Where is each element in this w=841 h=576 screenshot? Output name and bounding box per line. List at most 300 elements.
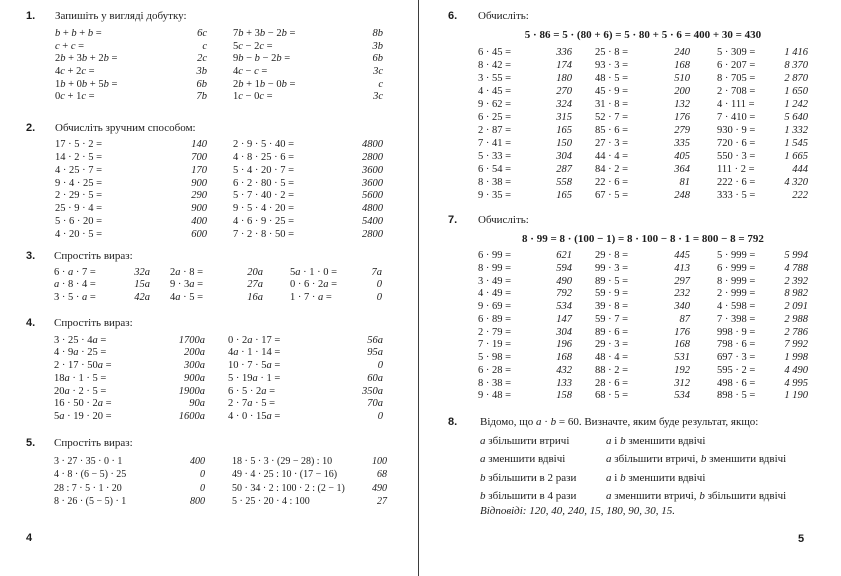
exercise-item [595, 150, 690, 163]
answer: 1 998 [784, 352, 808, 363]
exercise-item [717, 327, 808, 340]
answer: 413 [674, 262, 690, 274]
expression: 5 · 6 · 20 = [55, 216, 103, 228]
answer: 350a [362, 385, 383, 397]
exercise-item [717, 263, 808, 276]
answer: 0 [377, 360, 383, 372]
exercise-title: Спростіть вираз: [54, 317, 133, 329]
answer: 200 [674, 85, 690, 97]
exercise-item [595, 189, 690, 202]
expression: 7 · 19 = [478, 339, 512, 351]
answer: 2 786 [784, 326, 808, 338]
expression: 59 · 9 = [595, 288, 629, 300]
expression: 59 · 7 = [595, 313, 629, 325]
answer: 490 [556, 275, 572, 287]
exercise-column [54, 455, 205, 508]
exercise-column [290, 267, 382, 305]
expression: 89 · 6 = [595, 326, 629, 338]
exercise-item [595, 46, 690, 59]
expression: 89 · 5 = [595, 275, 629, 287]
option-right: a зменшити втричі, b збільшити вдвічі [606, 489, 787, 502]
option-left: a зменшити вдвічі [480, 453, 566, 466]
option-right: a збільшити втричі, b зменшити вдвічі [606, 453, 787, 466]
exercise-item [54, 373, 205, 386]
expression: 550 · 3 = [717, 150, 756, 162]
exercise-item [55, 139, 207, 152]
expression: 7 · 398 = [717, 313, 756, 325]
expression: 4 · 8 · 25 · 6 = [233, 151, 295, 163]
page-number-right: 5 [798, 533, 805, 545]
answer: 1900a [178, 385, 205, 397]
answer: 248 [674, 189, 690, 201]
exercise-title: Обчисліть: [478, 10, 529, 22]
answer: 27a [247, 279, 263, 291]
exercise-item [170, 279, 263, 292]
exercise-item [717, 124, 808, 137]
expression: 85 · 6 = [595, 124, 629, 136]
exercise-item [478, 263, 572, 276]
exercise-item [595, 85, 690, 98]
answer: 304 [556, 326, 572, 338]
answer: 336 [556, 46, 572, 58]
exercise-item [480, 489, 787, 503]
expression: 8 · 705 = [717, 72, 756, 84]
exercise-item [595, 163, 690, 176]
page-right [419, 0, 841, 576]
exercise-item [54, 495, 205, 508]
exercise-item [717, 72, 808, 85]
exercise-item [717, 352, 808, 365]
expression: 6 · 5 · 2a = [228, 385, 276, 397]
answer: 400 [190, 456, 205, 467]
exercise-column [478, 250, 572, 403]
expression: 52 · 7 = [595, 111, 629, 123]
expression: 5c − 2c = [233, 40, 273, 52]
answer: 4 995 [784, 377, 808, 389]
answer: 8b [372, 28, 383, 39]
expression: 8 · 38 = [478, 176, 512, 188]
expression: 49 · 4 · 25 : 10 · (17 − 16) [232, 469, 338, 481]
answer: 200a [184, 347, 205, 359]
expression: 0 · 6 · 2a = [290, 279, 338, 291]
expression: 2 · 999 = [717, 288, 756, 300]
expression: 4 · 25 · 7 = [55, 164, 103, 176]
answer: 3c [373, 66, 383, 78]
exercise-item [717, 85, 808, 98]
answer: 150 [556, 137, 572, 149]
answer: 1700a [178, 334, 205, 346]
exercise-column [717, 250, 808, 403]
answer: 6b [196, 78, 207, 90]
expression: 6 · 2 · 80 · 5 = [233, 177, 295, 189]
expression: 29 · 8 = [595, 250, 629, 261]
exercise-item [478, 124, 572, 137]
expression: 2b + 1b − 0b = [233, 78, 296, 90]
exercise-item [233, 53, 383, 66]
answer: 900a [184, 372, 205, 384]
expression: 18 · 5 · 3 · (29 − 28) : 10 [232, 456, 333, 467]
answer: c [202, 40, 207, 52]
expression: 2b + 3b + 2b = [55, 53, 118, 65]
exercise-item [54, 267, 150, 280]
exercise-column [55, 28, 207, 104]
answer: 2 392 [784, 275, 808, 287]
answer: 1 545 [784, 137, 808, 149]
expression: 2 · 87 = [478, 124, 512, 136]
expression: 5 · 309 = [717, 46, 756, 58]
expression: 39 · 8 = [595, 301, 629, 312]
exercise-item [595, 314, 690, 327]
answer: 170 [191, 164, 207, 176]
exercise-item [478, 314, 572, 327]
exercise-number: 5. [26, 437, 36, 449]
expression: 3 · 55 = [478, 72, 512, 84]
exercise-item [717, 176, 808, 189]
exercise-title: Обчисліть зручним способом: [55, 122, 196, 134]
answers: Відповіді: 120, 40, 240, 15, 180, 90, 30, 15. [480, 505, 675, 517]
exercise-item [717, 250, 808, 263]
exercise-column [55, 139, 207, 242]
answer: 232 [674, 288, 690, 300]
exercise-item [228, 335, 383, 348]
expression: 5 · 4 · 20 · 7 = [233, 164, 295, 176]
exercise-item [717, 111, 808, 124]
expression: 9 · 4 · 25 = [55, 177, 103, 189]
exercise-item [595, 352, 690, 365]
answer: 87 [679, 313, 690, 325]
expression: 2 · 7a · 5 = [228, 398, 276, 410]
exercise-item [55, 190, 207, 203]
option-right: a і b зменшити вдвічі [606, 471, 706, 484]
expression: 6 · a · 7 = [54, 266, 96, 278]
exercise-title: Відомо, що a · b = 60. Визначте, яким буде результат, якщо: [480, 416, 759, 428]
exercise-column [54, 335, 205, 425]
expression: 697 · 3 = [717, 352, 756, 363]
expression: 111 · 2 = [717, 163, 755, 175]
exercise-item [595, 176, 690, 189]
answer: 5 640 [784, 111, 808, 123]
expression: 2 · 9 · 5 · 40 = [233, 139, 295, 150]
exercise-item [595, 390, 690, 403]
answer: 95a [367, 347, 383, 359]
answer: 140 [191, 139, 207, 150]
exercise-number: 7. [448, 214, 458, 226]
exercise-item [55, 216, 207, 229]
exercise-item [54, 398, 205, 411]
answer: 6b [372, 53, 383, 65]
answer: 240 [674, 46, 690, 58]
expression: 2 · 29 · 5 = [55, 190, 103, 202]
exercise-item [232, 482, 387, 495]
answer: 594 [556, 262, 572, 274]
exercise-item [54, 360, 205, 373]
exercise-item [233, 152, 383, 165]
expression: 6 · 28 = [478, 364, 512, 376]
expression: 22 · 6 = [595, 176, 629, 188]
answer: 4 490 [784, 364, 808, 376]
expression: 5 · 999 = [717, 250, 756, 261]
answer: 0 [200, 469, 205, 481]
expression: 6 · 99 = [478, 250, 512, 261]
exercise-item [717, 314, 808, 327]
exercise-item [233, 216, 383, 229]
answer: 324 [556, 98, 572, 110]
expression: 5 · 98 = [478, 352, 512, 363]
expression: 5a · 1 · 0 = [290, 266, 338, 278]
answer: 3600 [362, 164, 383, 176]
exercise-item [717, 378, 808, 391]
exercise-item [595, 137, 690, 150]
answer: 300a [184, 360, 205, 372]
answer: 2 988 [784, 313, 808, 325]
expression: 16 · 50 · 2a = [54, 398, 112, 410]
expression: 1 · 7 · a = [290, 291, 332, 303]
answer: 165 [556, 189, 572, 201]
page-left [0, 0, 418, 576]
exercise-item [478, 59, 572, 72]
exercise-item [55, 66, 207, 79]
exercise-item [55, 28, 207, 41]
expression: 2 · 708 = [717, 85, 756, 97]
answer: 5600 [362, 190, 383, 202]
exercise-item [478, 189, 572, 202]
expression: 9 · 3a = [170, 279, 204, 291]
exercise-item [595, 124, 690, 137]
answer: 335 [674, 137, 690, 149]
expression: 7b + 3b − 2b = [233, 28, 296, 39]
exercise-column [233, 28, 383, 104]
option-right: a і b зменшити вдвічі [606, 435, 706, 447]
expression: 595 · 2 = [717, 364, 756, 376]
exercise-item [290, 292, 382, 305]
exercise-item [595, 327, 690, 340]
expression: 4 · 8 · (6 − 5) · 25 [54, 469, 127, 481]
exercise-item [233, 139, 383, 152]
exercise-item [54, 279, 150, 292]
exercise-item [228, 373, 383, 386]
expression: 27 · 3 = [595, 137, 629, 149]
answer: 792 [556, 288, 572, 300]
exercise-item [233, 190, 383, 203]
answer: 42a [134, 291, 150, 303]
answer: 5400 [362, 216, 383, 228]
answer: 70a [367, 398, 383, 410]
answer: 279 [674, 124, 690, 136]
exercise-item [478, 339, 572, 352]
answer: 4 320 [784, 176, 808, 188]
expression: 0c + 1c = [55, 91, 95, 103]
exercise-item [170, 292, 263, 305]
expression: 4 · 45 = [478, 85, 512, 97]
exercise-item [54, 386, 205, 399]
exercise-title: Спростіть вираз: [54, 437, 133, 449]
answer: 20a [247, 266, 263, 278]
expression: 29 · 3 = [595, 339, 629, 351]
exercise-item [54, 335, 205, 348]
exercise-item [478, 276, 572, 289]
expression: c + c = [55, 40, 85, 52]
exercise-item [228, 360, 383, 373]
answer: 445 [674, 250, 690, 261]
expression: 9b − b − 2b = [233, 53, 291, 65]
expression: 6 · 89 = [478, 313, 512, 325]
exercise-item [717, 59, 808, 72]
exercise-item [717, 365, 808, 378]
answer: 60a [367, 372, 383, 384]
worked-example: 8 · 99 = 8 · (100 − 1) = 8 · 100 − 8 · 1 = 800 − 8 = 792 [522, 233, 764, 245]
expression: 6 · 54 = [478, 163, 512, 175]
answer: 1 416 [784, 46, 808, 58]
exercise-item [55, 41, 207, 54]
expression: 4c + 2c = [55, 66, 95, 78]
answer: 56a [367, 334, 383, 346]
expression: 8 · 999 = [717, 275, 756, 287]
exercise-item [717, 98, 808, 111]
exercise-item [290, 279, 382, 292]
answer: 8 370 [784, 59, 808, 71]
expression: 9 · 5 · 4 · 20 = [233, 203, 295, 215]
option-left: a збільшити втричі [480, 435, 570, 447]
answer: 621 [556, 250, 572, 261]
exercise-item [478, 46, 572, 59]
answer: 287 [556, 163, 572, 175]
exercise-number: 3. [26, 250, 36, 262]
exercise-item [595, 250, 690, 263]
expression: 7 · 41 = [478, 137, 512, 149]
answer: 2 870 [784, 72, 808, 84]
expression: 9 · 62 = [478, 98, 512, 110]
exercise-item [595, 98, 690, 111]
exercise-item [595, 111, 690, 124]
answer: 444 [792, 163, 808, 175]
exercise-item [228, 411, 383, 424]
answer: 4 788 [784, 262, 808, 274]
answer: 176 [674, 326, 690, 338]
expression: 2a · 8 = [170, 266, 204, 278]
exercise-title: Обчисліть: [478, 214, 529, 226]
exercise-item [478, 390, 572, 403]
expression: 4c − c = [233, 66, 268, 78]
expression: 99 · 3 = [595, 262, 629, 274]
answer: 68 [377, 469, 387, 481]
worked-example: 5 · 86 = 5 · (80 + 6) = 5 · 80 + 5 · 6 = 400 + 30 = 430 [524, 29, 762, 41]
answer: 100 [372, 456, 387, 467]
expression: 4 · 598 = [717, 301, 756, 312]
exercise-item [478, 288, 572, 301]
answer: 192 [674, 364, 690, 376]
answer: 16a [247, 291, 263, 303]
answer: 900 [191, 203, 207, 215]
expression: 5 · 33 = [478, 150, 512, 162]
expression: 4 · 6 · 9 · 25 = [233, 216, 295, 228]
exercise-item [717, 301, 808, 314]
answer: 7b [196, 91, 207, 103]
answer: 158 [556, 390, 572, 402]
answer: 340 [674, 301, 690, 312]
exercise-item [717, 137, 808, 150]
answer: 534 [674, 390, 690, 402]
exercise-item [480, 435, 706, 448]
answer: 3b [372, 40, 383, 52]
expression: 222 · 6 = [717, 176, 756, 188]
expression: 930 · 9 = [717, 124, 756, 136]
answer: 147 [556, 313, 572, 325]
answer: 90a [189, 398, 205, 410]
exercise-item [480, 471, 706, 485]
exercise-item [228, 386, 383, 399]
expression: b + b + b = [55, 28, 102, 39]
exercise-item [478, 72, 572, 85]
answer: 2c [197, 53, 207, 65]
answer: 4800 [362, 139, 383, 150]
exercise-item [595, 276, 690, 289]
exercise-item [595, 288, 690, 301]
expression: 1b + 0b + 5b = [55, 78, 118, 90]
answer: 270 [556, 85, 572, 97]
expression: 84 · 2 = [595, 163, 629, 175]
exercise-item [233, 203, 383, 216]
expression: 4 · 111 = [717, 98, 755, 110]
expression: 333 · 5 = [717, 189, 756, 201]
exercise-item [478, 352, 572, 365]
answer: 1600a [178, 411, 205, 423]
expression: 6 · 999 = [717, 262, 756, 274]
exercise-item [55, 165, 207, 178]
exercise-column [478, 46, 572, 202]
exercise-item [233, 41, 383, 54]
answer: 27 [377, 495, 387, 507]
expression: 3 · 25 · 4a = [54, 334, 107, 346]
answer: 165 [556, 124, 572, 136]
answer: 2800 [362, 228, 383, 240]
exercise-item [595, 59, 690, 72]
exercise-number: 6. [448, 10, 458, 22]
exercise-item [233, 178, 383, 191]
expression: 8 · 38 = [478, 377, 512, 389]
expression: 17 · 5 · 2 = [55, 139, 103, 150]
exercise-item [290, 267, 382, 280]
page-number-left: 4 [26, 532, 33, 544]
exercise-title: Спростіть вираз: [54, 250, 133, 262]
answer: 304 [556, 150, 572, 162]
exercise-item [478, 327, 572, 340]
answer: 0 [376, 279, 382, 291]
expression: 4a · 5 = [170, 291, 204, 303]
exercise-item [478, 250, 572, 263]
expression: 88 · 2 = [595, 364, 629, 376]
expression: 7 · 2 · 8 · 50 = [233, 228, 295, 240]
exercise-item [717, 150, 808, 163]
expression: 4 · 49 = [478, 288, 512, 300]
exercise-item [717, 189, 808, 202]
exercise-item [54, 411, 205, 424]
expression: 6 · 25 = [478, 111, 512, 123]
expression: 50 · 34 · 2 : 100 · 2 : (2 − 1) [232, 482, 345, 494]
exercise-item [55, 152, 207, 165]
exercise-item [233, 91, 383, 104]
expression: 5 · 19a · 1 = [228, 372, 281, 384]
answer: 290 [191, 190, 207, 202]
exercise-item [595, 301, 690, 314]
exercise-item [233, 66, 383, 79]
answer: 132 [674, 98, 690, 110]
expression: 4 · 9a · 25 = [54, 347, 107, 359]
exercise-item [717, 339, 808, 352]
expression: 25 · 8 = [595, 46, 629, 58]
exercise-item [54, 455, 205, 468]
answer: 432 [556, 364, 572, 376]
expression: 1c − 0c = [233, 91, 273, 103]
